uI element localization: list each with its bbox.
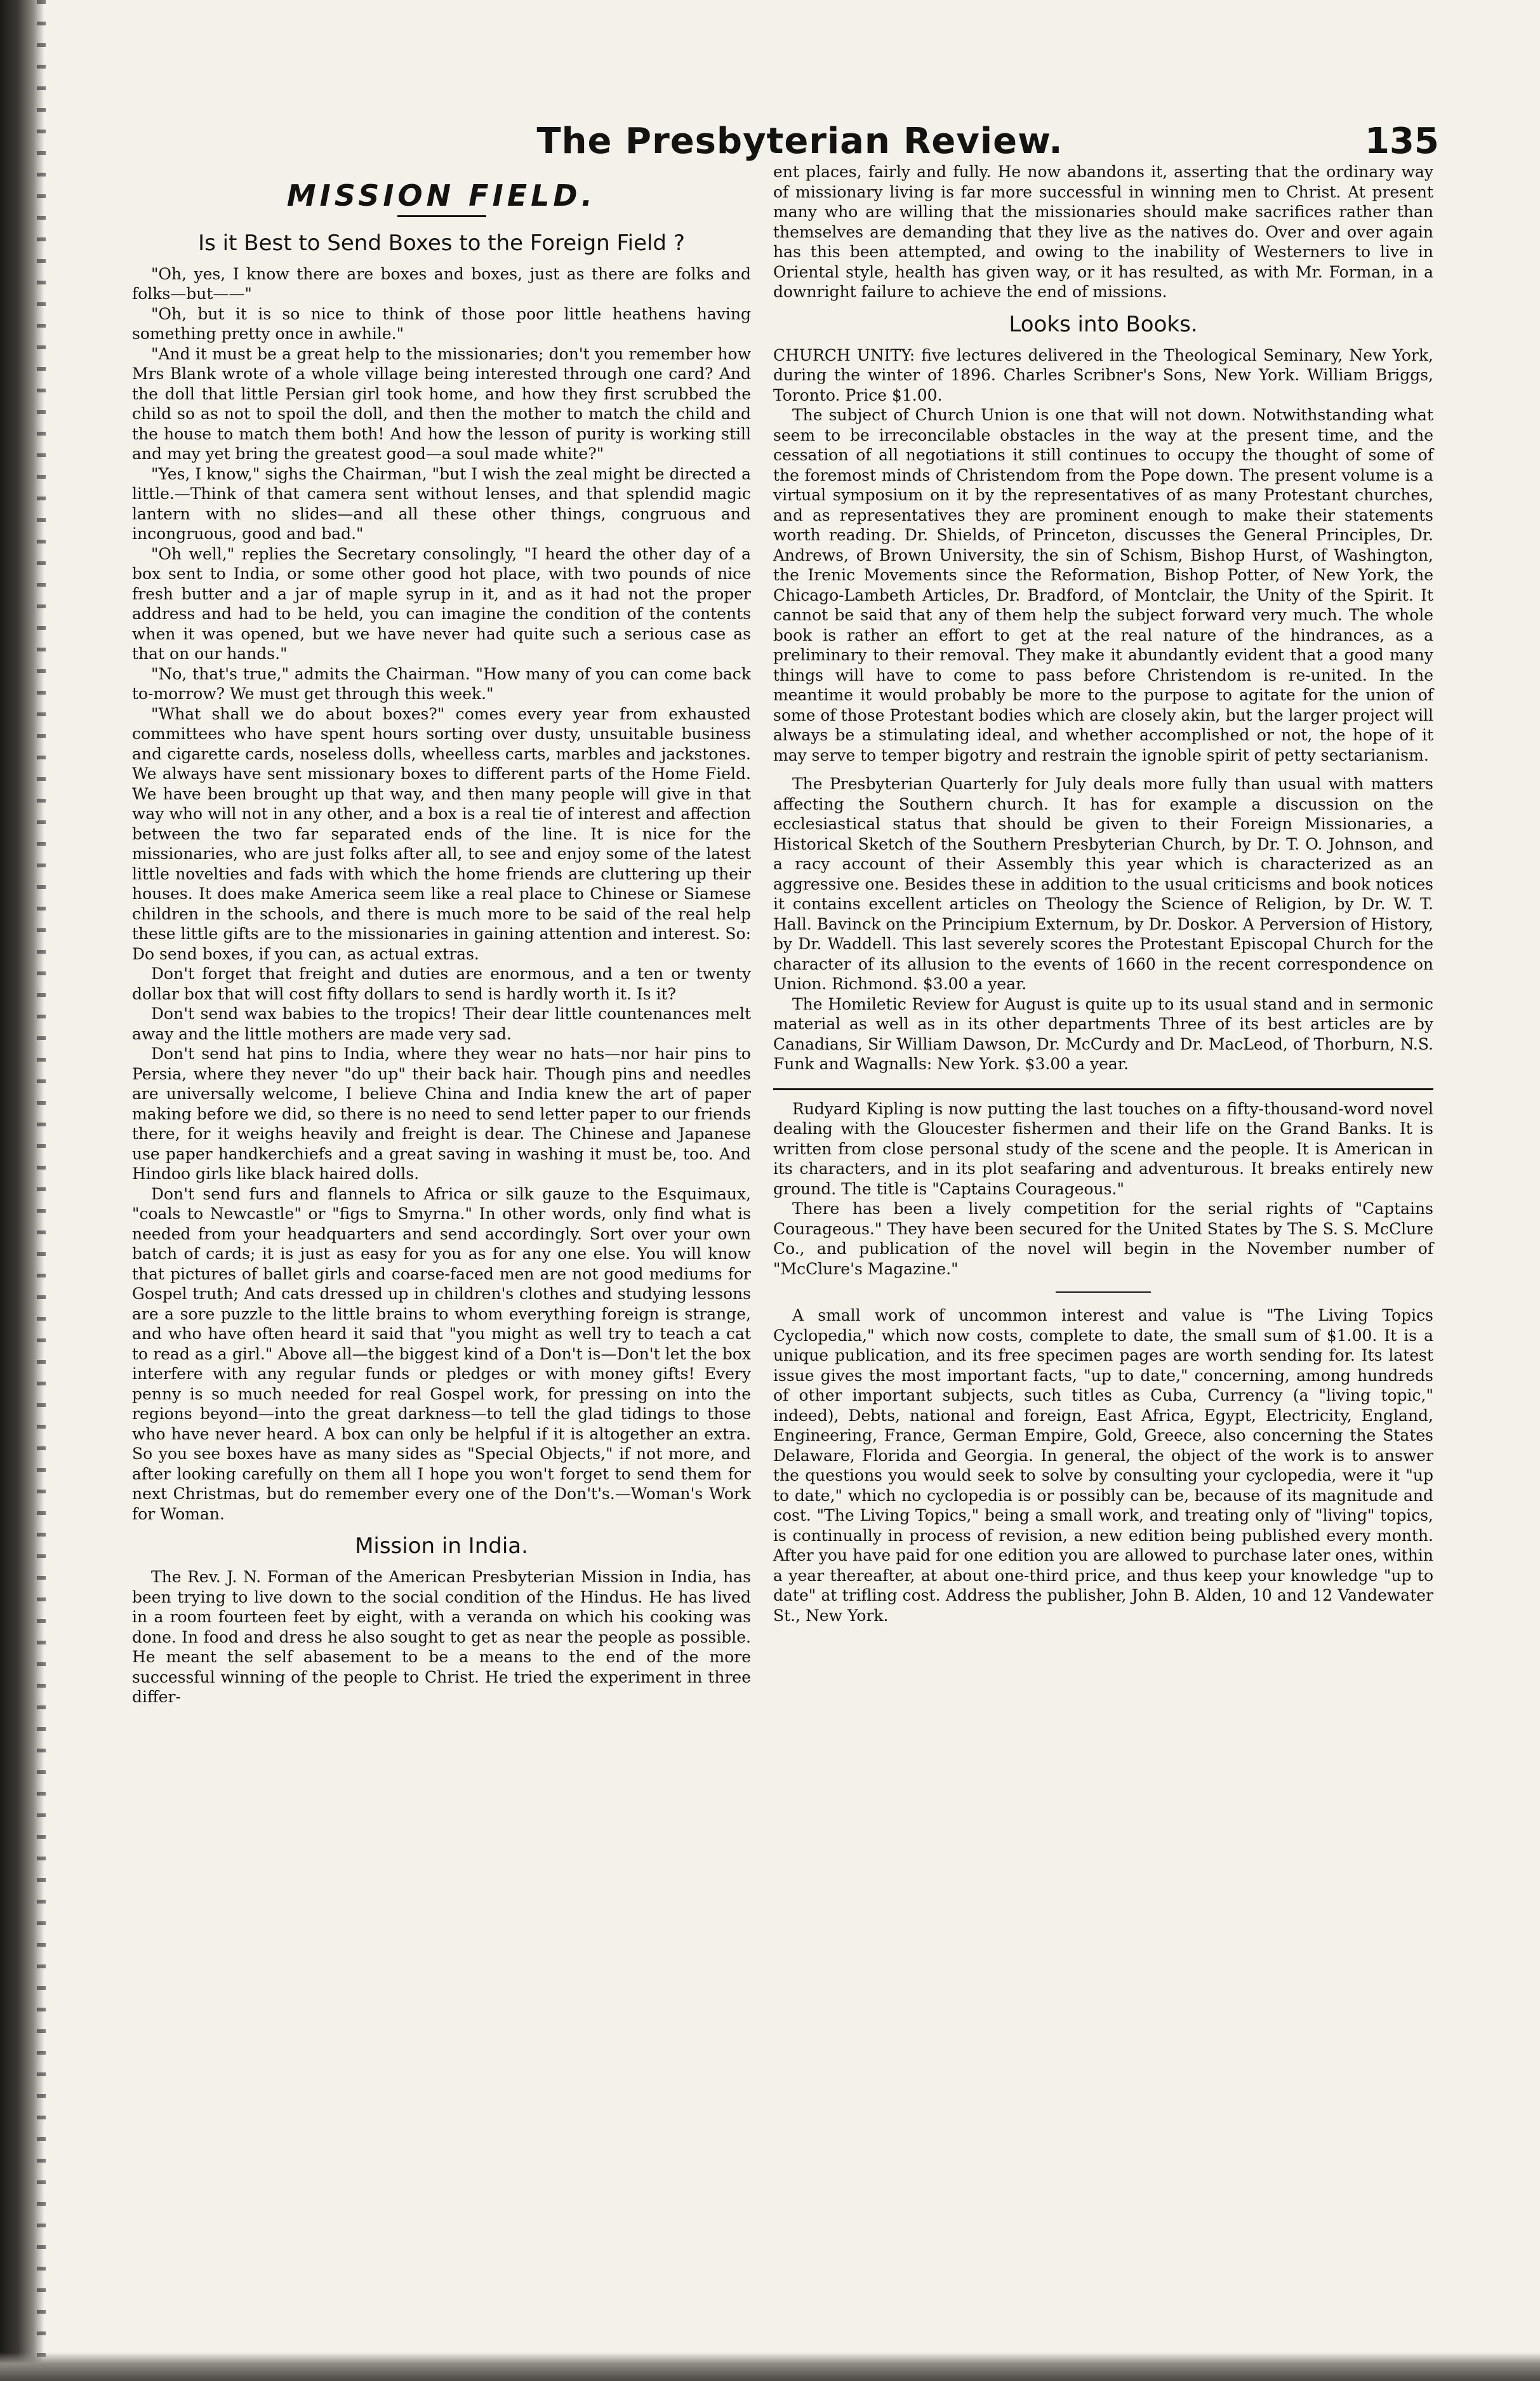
left-column: [132, 162, 751, 1707]
article-paragraph: The Rev. J. N. Forman of the American Presbyterian Mission in India, has been trying to live down to the social condition of the Hindus. He has lived in a room fourteen feet by eight, with a veranda on which his cooking was done. In food and dress he also sought to get as near the people as possible. He meant the self abasement to be a means to the end of the more successful winning of the people to Christ. He tried the experiment in three differ-: [132, 1568, 751, 1706]
article-paragraph: Don't send hat pins to India, where they wear no hats—nor hair pins to Persia, where they never "do up" their back hair. Though pins and needles are universally welcome, I believe China and India knew the art of paper making before we did, so there is no need to send letter paper to our friends there, for it weighs heavily and freight is dear. The Chinese and Japanese use paper handkerchiefs and a great saving in washing it must be, too. And Hindoo girls like black haired dolls.: [132, 1044, 751, 1183]
section-title-books: Looks into Books.: [1009, 311, 1198, 337]
article-paragraph: "Yes, I know," sighs the Chairman, "but I wish the zeal might be directed a little.—Think of that camera sent without lenses, and that splendid magic lantern with no slides—and all these other things, congruous and incongruous, good and bad.": [132, 464, 751, 543]
news-paragraph: There has been a lively competition for the serial rights of "Captains Courageous." They have been secured for the United States by The S. S. McClure Co., and publication of the novel will begin in the November number of "McClure's Magazine.": [773, 1199, 1433, 1278]
title-rule: [397, 215, 486, 217]
page-bottom-edge: [0, 2352, 1540, 2381]
running-head: The Presbyterian Review.: [536, 121, 1063, 162]
book-listing: CHURCH UNITY: five lectures delivered in the Theological Seminary, New York, during the winter of 1896. Charles Scribner's Sons, New York. William Briggs, Toronto. Price $1.00.: [773, 345, 1433, 404]
article-paragraph: "Oh, yes, I know there are boxes and boxes, just as there are folks and folks—but——": [132, 264, 751, 303]
short-divider: [1056, 1291, 1151, 1293]
article-paragraph: "What shall we do about boxes?" comes every year from exhausted committees who have spent hours sorting over dusty, unsuitable business and cigarette cards, noseless dolls, wheelless carts, marbles and jackstones. We always have sent missionary boxes to different parts of the Home Field. We have been brought up that way, and then many people will give in that way who will not in any other, and a box is a real tie of interest and affection between the two far separated ends of the line. It is nice for the missionaries, who are just folks after all, to see and enjoy some of the latest little novelties and fads with which the home friends are cluttering up their houses. It does make America seem like a real place to Chinese or Siamese children in the schools, and there is much more to be said of the real help these little gifts are to the missionaries in gaining attention and interest. So: Do send boxes, if you can, as actual extras.: [132, 704, 751, 963]
review-paragraph: The Homiletic Review for August is quite up to its usual stand and in sermonic material as well as in its other departments Three of its best articles are by Canadians, Sir William Dawson, Dr. McCurdy and Dr. MacLeod, of Thorburn, N.S. Funk and Wagnalls: New York. $3.00 a year.: [773, 994, 1433, 1073]
article-paragraph: "Oh, but it is so nice to think of those poor little heathens having something pretty once in awhile.": [132, 304, 751, 343]
article-title-boxes: Is it Best to Send Boxes to the Foreign Field ?: [198, 230, 685, 256]
review-paragraph: The subject of Church Union is one that will not down. Notwithstanding what seem to be irreconcilable obstacles in the way at the present time, and the cessation of all negotiations it still continues to occupy the thought of some of the foremost minds of Christendom from the Pope down. The present volume is a virtual symposium on it by the representatives of as many Protestant churches, and as representatives they are prominent enough to make their statements worth reading. Dr. Shields, of Princeton, discusses the General Principles, Dr. Andrews, of Brown University, the sin of Schism, Bishop Hurst, of Washington, the Irenic Movements since the Reformation, Bishop Potter, of New York, the Chicago-Lambeth Articles, Dr. Bradford, of Montclair, the Unity of the Spirit. It cannot be said that any of them help the subject forward very much. The whole book is rather an effort to get at the real nature of the hindrances, as a preliminary to their removal. They make it abundantly evident that a good many things will have to come to pass before Christendom is re-united. In the meantime it would probably be more to the purpose to agitate for the union of some of those Protestant bodies which are closely akin, but the larger project will always be a stimulating ideal, and whether accomplished or not, the hope of it may serve to temper bigotry and restrain the ignoble spirit of petty sectarianism.: [773, 406, 1433, 764]
right-column: [773, 162, 1433, 1625]
article-paragraph: Don't forget that freight and duties are enormous, and a ten or twenty dollar box that will cost fifty dollars to send is hardly worth it. Is it?: [132, 964, 751, 1003]
section-divider: [773, 1088, 1433, 1090]
article-paragraph: "No, that's true," admits the Chairman. "How many of you can come back to-morrow? We must get through this week.": [132, 664, 751, 703]
department-title: MISSION FIELD.: [286, 178, 597, 213]
article-paragraph: Don't send furs and flannels to Africa or silk gauze to the Esquimaux, "coals to Newcastle" or "figs to Smyrna." In other words, only find what is needed from your headquarters and send accordingly. Sort over your own batch of cards; it is just as easy for you as for any one else. You will know that pictures of ballet girls and coarse-faced men are not good mediums for Gospel truth; And cats dressed up in children's clothes and studying lessons are a sore puzzle to the little brains to whom everything foreign is strange, and who have often heard it said that "you might as well try to teach a cat to read as a girl." Above all—the biggest kind of a Don't is—Don't let the box interfere with any regular funds or pledges or with money gifts! Every penny is so much needed for real Gospel work, for pressing on into the regions beyond—into the great darkness—to tell the glad tidings to those who have never heard. A box can only be helpful if it is altogether an extra. So you see boxes have as many sides as "Special Objects," if not more, and after looking carefully on them all I hope you won't forget to send them for next Christmas, but do remember every one of the Don't's.—Woman's Work for Woman.: [132, 1184, 751, 1523]
article-paragraph: Don't send wax babies to the tropics! Their dear little countenances melt away and the little mothers are made very sad.: [132, 1004, 751, 1043]
news-paragraph: Rudyard Kipling is now putting the last touches on a fifty-thousand-word novel dealing with the Gloucester fishermen and their life on the Grand Banks. It is written from close personal study of the scene and the people. It is American in its characters, and in its plot seafaring and adventurous. It breaks entirely new ground. The title is "Captains Courageous.": [773, 1099, 1433, 1198]
article-paragraph: "And it must be a great help to the missionaries; don't you remember how Mrs Blank wrote of a whole village being interested through one card? And the doll that little Persian girl took home, and how they first scrubbed the child so as not to spoil the doll, and then the mother to match the child and the house to match them both! And how the lesson of purity is working still and may yet bring the greatest good—a soul made white?": [132, 344, 751, 463]
binding-stitch-marks: [37, 0, 46, 2381]
article-paragraph: "Oh well," replies the Secretary consolingly, "I heard the other day of a box sent to India, or some other good hot place, with two pounds of nice fresh butter and a jar of maple syrup in it, and as it had not the proper address and had to be held, you can imagine the condition of the contents when it was opened, but we have never had quite such a serious case as that on our hands.": [132, 544, 751, 663]
continued-paragraph: ent places, fairly and fully. He now abandons it, asserting that the ordinary way of missionary living is far more successful in winning men to Christ. At present many who are willing that the missionaries should make sacrifices rather than themselves are demanding that they live as the natives do. Over and over again has this been attempted, and owing to the inability of Westerners to live in Oriental style, health has given way, or it has resulted, as with Mr. Forman, in a downright failure to achieve the end of missions.: [773, 163, 1433, 301]
review-paragraph: The Presbyterian Quarterly for July deals more fully than usual with matters affecting the Southern church. It has for example a discussion on the ecclesiastical status that should be given to their Foreign Missionaries, a Historical Sketch of the Southern Presbyterian Church, by Dr. T. O. Johnson, and a racy account of their Assembly this year which is characterized as an aggressive one. Besides these in addition to the usual criticisms and book notices it contains excellent articles on Theology the Science of Religion, by Dr. W. T. Hall. Bavinck on the Principium Externum, by Dr. Doskor. A Perversion of History, by Dr. Waddell. This last severely scores the Protestant Episcopal Church for the character of its allusion to the events of 1660 in the recent correspondence on Union. Richmond. $3.00 a year.: [773, 775, 1433, 993]
page-number: 135: [1365, 121, 1439, 162]
article-title-india: Mission in India.: [355, 1533, 528, 1559]
news-paragraph: A small work of uncommon interest and value is "The Living Topics Cyclopedia," which now costs, complete to date, the small sum of $1.00. It is a unique publication, and its free specimen pages are worth sending for. Its latest issue gives the most important facts, "up to date," concerning, among hundreds of other important subjects, such titles as Cuba, Currency (a "living topic," indeed), Debts, national and foreign, East Africa, Egypt, Electricity, England, Engineering, France, German Empire, Gold, Greece, also concerning the States Delaware, Florida and Georgia. In general, the object of the work is to answer the questions you would seek to solve by consulting your cyclopedia, were it "up to date," which no cyclopedia is or possibly can be, because of its magnitude and cost. "The Living Topics," being a small work, and treating only of "living" topics, is continually in process of revision, a new edition being published every month. After you have paid for one edition you are allowed to purchase later ones, within a year thereafter, at about one-third price, and thus keep your knowledge "up to date" at trifling cost. Address the publisher, John B. Alden, 10 and 12 Vandewater St., New York.: [773, 1306, 1433, 1625]
